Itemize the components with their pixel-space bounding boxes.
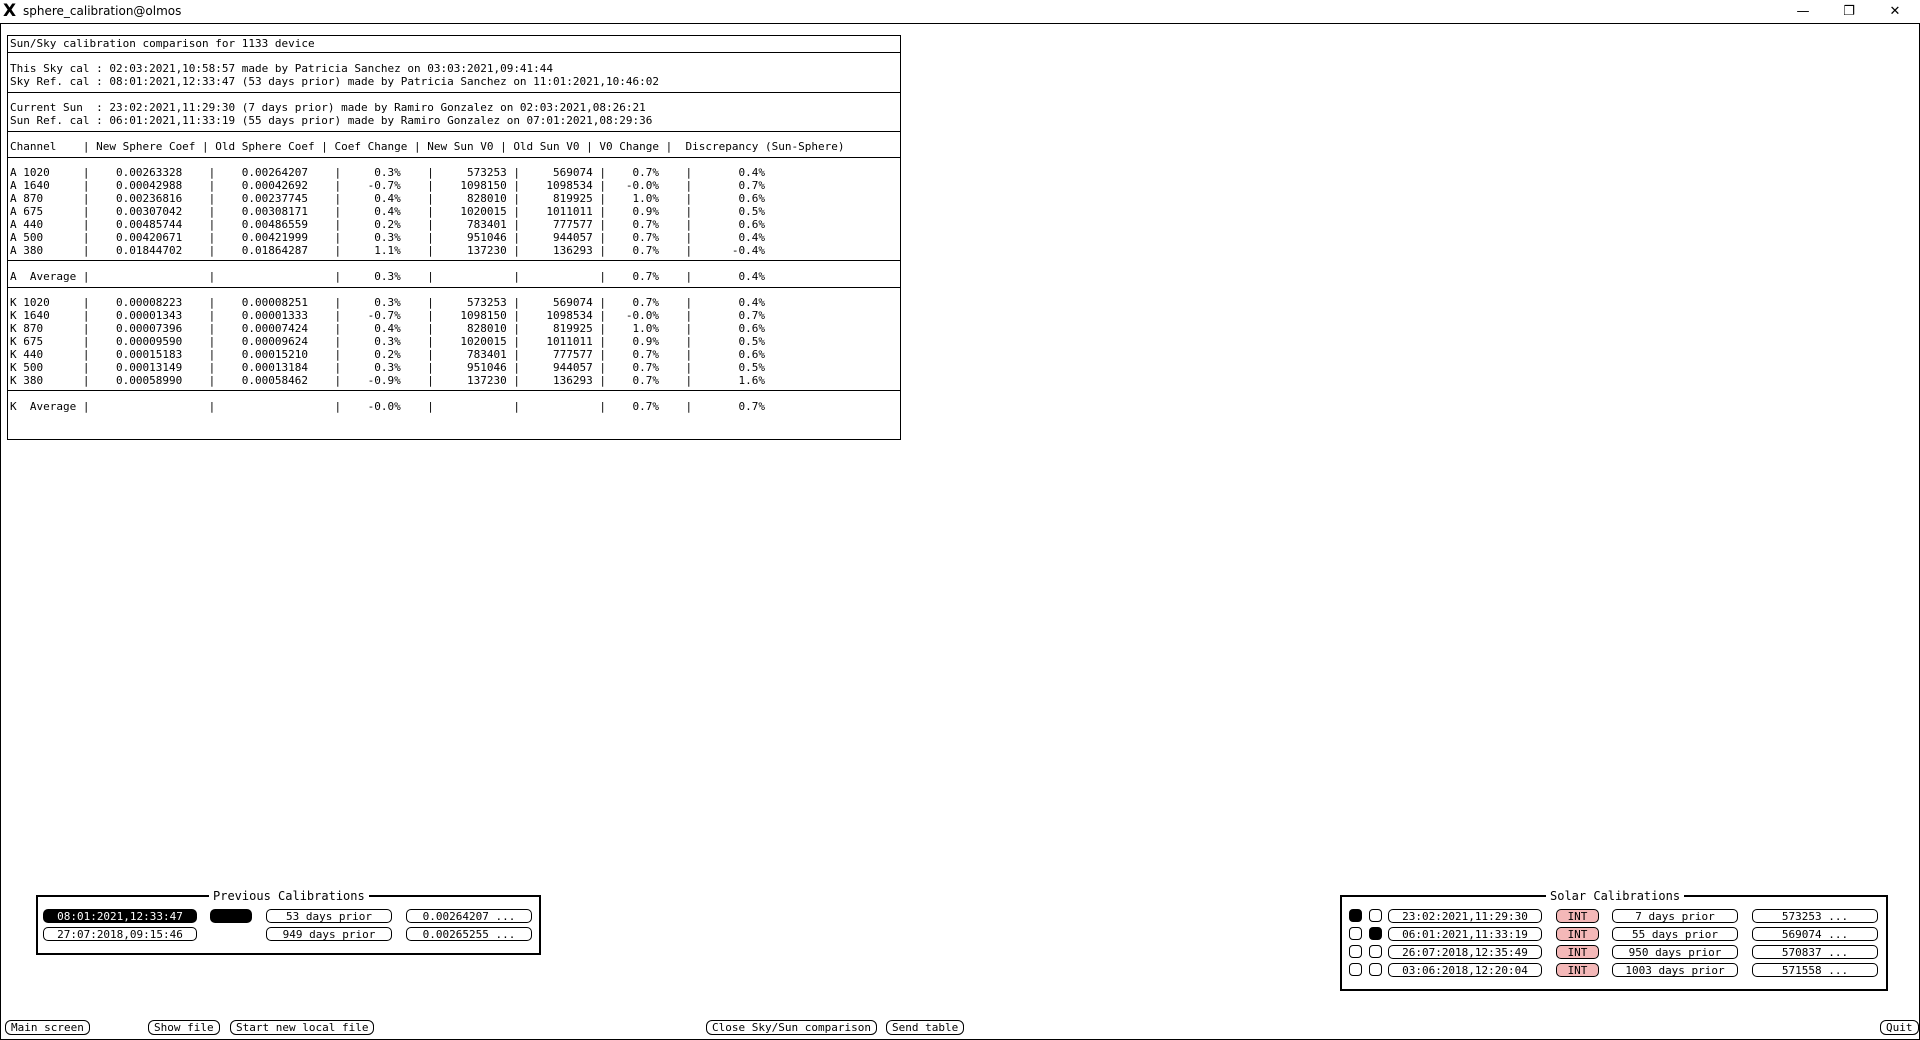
solar-checkbox-a-3[interactable] (1349, 945, 1362, 958)
window-title: sphere_calibration@olmos (23, 4, 182, 18)
close-icon[interactable]: ✕ (1889, 3, 1901, 19)
a-average-row: A Average | | | 0.3% | | | 0.7% | 0.4% (10, 270, 765, 283)
solar-cal-prior-4[interactable]: 1003 days prior (1612, 963, 1738, 977)
solar-cal-v0-3[interactable]: 570837 ... (1752, 945, 1878, 959)
solar-cal-type-2[interactable]: INT (1556, 927, 1599, 941)
solar-checkbox-b-3[interactable] (1369, 945, 1382, 958)
solar-cal-type-4[interactable]: INT (1556, 963, 1599, 977)
previous-cal-coef-2[interactable]: 0.00265255 ... (406, 927, 532, 941)
comparison-report (7, 35, 901, 440)
solar-checkbox-a-2[interactable] (1349, 927, 1362, 940)
table-row: A 1020 | 0.00263328 | 0.00264207 | 0.3% | 573253 | 569074 | 0.7% | 0.4% (10, 166, 765, 179)
table-row: A 870 | 0.00236816 | 0.00237745 | 0.4% | 828010 | 819925 | 1.0% | 0.6% (10, 192, 765, 205)
solar-cal-date-4[interactable]: 03:06:2018,12:20:04 (1388, 963, 1542, 977)
table-row: K 675 | 0.00009590 | 0.00009624 | 0.3% | 1020015 | 1011011 | 0.9% | 0.5% (10, 335, 765, 348)
table-row: A 380 | 0.01844702 | 0.01864287 | 1.1% | 137230 | 136293 | 0.7% | -0.4% (10, 244, 765, 257)
quit-button[interactable]: Quit (1880, 1020, 1919, 1035)
solar-checkbox-b-1[interactable] (1369, 909, 1382, 922)
k-average-row: K Average | | | -0.0% | | | 0.7% | 0.7% (10, 400, 765, 413)
solar-cal-type-3[interactable]: INT (1556, 945, 1599, 959)
previous-cal-prior-2[interactable]: 949 days prior (266, 927, 392, 941)
previous-cal-color-swatch[interactable] (210, 909, 252, 923)
table-row: K 1640 | 0.00001343 | 0.00001333 | -0.7% | 1098150 | 1098534 | -0.0% | 0.7% (10, 309, 765, 322)
solar-checkbox-a-1[interactable] (1349, 909, 1362, 922)
solar-checkbox-a-4[interactable] (1349, 963, 1362, 976)
table-row: A 500 | 0.00420671 | 0.00421999 | 0.3% | 951046 | 944057 | 0.7% | 0.4% (10, 231, 765, 244)
previous-calibrations-group (37, 889, 540, 954)
table-row: K 870 | 0.00007396 | 0.00007424 | 0.4% | 828010 | 819925 | 1.0% | 0.6% (10, 322, 765, 335)
solar-cal-v0-4[interactable]: 571558 ... (1752, 963, 1878, 977)
previous-calibrations-title: Previous Calibrations (209, 889, 369, 903)
table-row: K 1020 | 0.00008223 | 0.00008251 | 0.3% | 573253 | 569074 | 0.7% | 0.4% (10, 296, 765, 309)
previous-cal-date-1[interactable]: 08:01:2021,12:33:47 (43, 909, 197, 923)
solar-checkbox-b-4[interactable] (1369, 963, 1382, 976)
table-row: K 500 | 0.00013149 | 0.00013184 | 0.3% | 951046 | 944057 | 0.7% | 0.5% (10, 361, 765, 374)
solar-cal-date-2[interactable]: 06:01:2021,11:33:19 (1388, 927, 1542, 941)
title-bar (0, 0, 1920, 22)
show-file-button[interactable]: Show file (148, 1020, 220, 1035)
minimize-icon[interactable]: — (1796, 3, 1810, 19)
x-app-icon: X (3, 1, 17, 21)
table-row: K 440 | 0.00015183 | 0.00015210 | 0.2% | 783401 | 777577 | 0.7% | 0.6% (10, 348, 765, 361)
solar-calibrations-group (1341, 889, 1887, 990)
table-row: A 675 | 0.00307042 | 0.00308171 | 0.4% | 1020015 | 1011011 | 0.9% | 0.5% (10, 205, 765, 218)
solar-checkbox-b-2[interactable] (1369, 927, 1382, 940)
sky-cal-line: This Sky cal : 02:03:2021,10:58:57 made by Patricia Sanchez on 03:03:2021,09:41:44 (10, 62, 554, 75)
send-table-button[interactable]: Send table (886, 1020, 964, 1035)
report-title: Sun/Sky calibration comparison for 1133 device (10, 37, 315, 50)
previous-cal-prior-1[interactable]: 53 days prior (266, 909, 392, 923)
current-sun-line: Current Sun : 23:02:2021,11:29:30 (7 days prior) made by Ramiro Gonzalez on 02:03:2021,08:26:21 (10, 101, 646, 114)
solar-cal-date-1[interactable]: 23:02:2021,11:29:30 (1388, 909, 1542, 923)
solar-calibrations-title: Solar Calibrations (1546, 889, 1684, 903)
restore-icon[interactable]: ❐ (1843, 3, 1855, 19)
close-comparison-button[interactable]: Close Sky/Sun comparison (706, 1020, 877, 1035)
sky-ref-line: Sky Ref. cal : 08:01:2021,12:33:47 (53 days prior) made by Patricia Sanchez on 11:01:2021,10:46:02 (10, 75, 660, 88)
solar-cal-v0-2[interactable]: 569074 ... (1752, 927, 1878, 941)
table-row: A 1640 | 0.00042988 | 0.00042692 | -0.7% | 1098150 | 1098534 | -0.0% | 0.7% (10, 179, 765, 192)
table-header: Channel | New Sphere Coef | Old Sphere Coef | Coef Change | New Sun V0 | Old Sun V0 | V0 Change | Discrepancy (Sun-Sphere) (10, 140, 845, 153)
main-screen-button[interactable]: Main screen (5, 1020, 90, 1035)
solar-cal-date-3[interactable]: 26:07:2018,12:35:49 (1388, 945, 1542, 959)
start-new-local-file-button[interactable]: Start new local file (230, 1020, 374, 1035)
solar-cal-prior-3[interactable]: 950 days prior (1612, 945, 1738, 959)
table-row: A 440 | 0.00485744 | 0.00486559 | 0.2% | 783401 | 777577 | 0.7% | 0.6% (10, 218, 765, 231)
previous-cal-date-2[interactable]: 27:07:2018,09:15:46 (43, 927, 197, 941)
sun-ref-line: Sun Ref. cal : 06:01:2021,11:33:19 (55 days prior) made by Ramiro Gonzalez on 07:01:2021,08:29:36 (10, 114, 653, 127)
solar-cal-prior-2[interactable]: 55 days prior (1612, 927, 1738, 941)
solar-cal-v0-1[interactable]: 573253 ... (1752, 909, 1878, 923)
solar-cal-type-1[interactable]: INT (1556, 909, 1599, 923)
previous-cal-coef-1[interactable]: 0.00264207 ... (406, 909, 532, 923)
solar-cal-prior-1[interactable]: 7 days prior (1612, 909, 1738, 923)
table-row: K 380 | 0.00058990 | 0.00058462 | -0.9% | 137230 | 136293 | 0.7% | 1.6% (10, 374, 765, 387)
